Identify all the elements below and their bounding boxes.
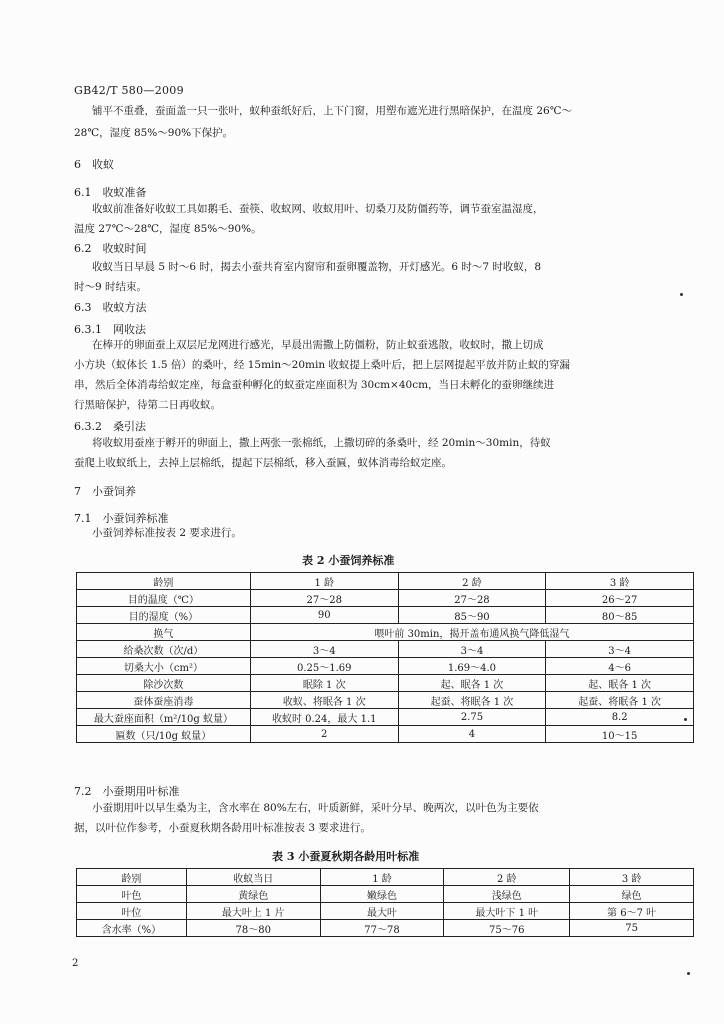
intro-line-2: 28℃，湿度 85%～90%下保护。 (74, 127, 234, 139)
table-cell-span: 喂叶前 30min，揭开盖布通风换气降低湿气 (250, 624, 693, 641)
table-row (77, 658, 694, 675)
table-cell: 27～28 (398, 590, 546, 607)
table-row (77, 726, 694, 743)
row-label: 除沙次数 (77, 675, 251, 692)
section-7-2-heading: 7.2 小蚕期用叶标准 (74, 785, 180, 798)
table-3 (76, 868, 694, 937)
table-cell: 2 龄 (444, 869, 570, 886)
table-3-header-row (77, 869, 694, 886)
table-cell: 最大叶下 1 叶 (444, 903, 570, 920)
s6-3-1-line-2: 小方块（蚁体长 1.5 倍）的桑叶，经 15min～20min 收蚁提上桑叶后，把上层网提起平放并防止蚁的穿漏 (74, 359, 570, 371)
table-cell: 绿色 (570, 886, 694, 903)
intro-line-1: 铺平不重叠，蚕面盖一只一张叶，蚁种蚕纸好后，上下门窗，用塑布遮光进行黑暗保护，在温度 26℃～ (92, 105, 572, 117)
table-cell: 1 龄 (320, 869, 444, 886)
table-cell: 3 龄 (570, 869, 694, 886)
table-cell: 27～28 (250, 590, 398, 607)
section-6-3-1-heading: 6.3.1 网收法 (74, 323, 146, 336)
s6-2-line-2: 时～9 时结束。 (74, 281, 148, 293)
row-label: 蚕体蚕座消毒 (77, 692, 251, 709)
table-cell: 4～6 (546, 658, 694, 675)
s7-2-line-2: 据，以叶位作参考，小蚕夏秋期各龄用叶标准按表 3 要求进行。 (74, 822, 371, 834)
table-cell: 第 6～7 叶 (570, 903, 694, 920)
s6-1-line-1: 收蚁前准备好收蚁工具如鹅毛、蚕筷、收蚁网、收蚁用叶、切桑刀及防僵药等，调节蚕室温湿度， (92, 203, 544, 215)
table-cell: 嫩绿色 (320, 886, 444, 903)
table-row (77, 692, 694, 709)
scan-speck (684, 718, 687, 721)
table-cell: 0.25～1.69 (250, 658, 398, 675)
scan-speck (687, 972, 690, 975)
table-cell: 75～76 (444, 920, 570, 937)
table-row (77, 675, 694, 692)
s6-3-1-line-4: 行黑暗保护，待第二日再收蚁。 (74, 399, 221, 411)
s6-3-1-line-1: 在棒开的卵面蚕上双层尼龙网进行感光，早晨出需撒上防僵粉，防止蚁蚕逃散，收蚁时，撒上切成 (92, 339, 544, 351)
s6-3-2-line-2: 蚕爬上收蚁纸上，去掉上层棉纸，提起下层棉纸，移入蚕匾，蚁体消毒给蚁定座。 (74, 457, 452, 469)
s6-3-2-line-1: 将收蚁用蚕座于孵开的卵面上，撒上两张一张棉纸，上撒切碎的条桑叶，经 20min～30min，待蚁 (92, 437, 551, 449)
section-6-3-heading: 6.3 收蚁方法 (74, 301, 147, 314)
table-cell: 4 (398, 726, 546, 743)
table-cell: 起蚕、将眠各 1 次 (546, 692, 694, 709)
table-cell: 龄别 (77, 869, 187, 886)
table-cell: 10～15 (546, 726, 694, 743)
table-row (77, 607, 694, 624)
row-label: 目的温度（℃） (77, 590, 251, 607)
table-cell: 起蚕、将眠各 1 次 (398, 692, 546, 709)
row-label: 给桑次数（次/d） (77, 641, 251, 658)
section-6-1-heading: 6.1 收蚁准备 (74, 186, 147, 199)
table-cell: 3～4 (250, 641, 398, 658)
table-cell: 龄别 (77, 573, 251, 590)
section-7-1-heading: 7.1 小蚕饲养标准 (74, 512, 169, 525)
table-cell: 3～4 (398, 641, 546, 658)
s7-1-line: 小蚕饲养标准按表 2 要求进行。 (92, 527, 242, 539)
table-cell: 3 龄 (546, 573, 694, 590)
row-label: 目的湿度（%） (77, 607, 251, 624)
table-cell: 77～78 (320, 920, 444, 937)
row-label: 切桑大小（cm²） (77, 658, 251, 675)
table-cell: 2 (250, 726, 398, 743)
standard-code-header: GB42/T 580—2009 (74, 84, 184, 97)
row-label: 换气 (77, 624, 251, 641)
table-cell: 起、眠各 1 次 (398, 675, 546, 692)
section-6-3-2-heading: 6.3.2 桑引法 (74, 420, 146, 433)
table-cell: 浅绿色 (444, 886, 570, 903)
table-cell: 1 龄 (250, 573, 398, 590)
table-row (77, 709, 694, 726)
table-cell: 8.2 (546, 709, 694, 726)
table-row (77, 920, 694, 937)
table-cell: 90 (250, 607, 398, 624)
row-label: 叶位 (77, 903, 187, 920)
row-label: 最大蚕座面积（m²/10g 蚁量） (77, 709, 251, 726)
s6-1-line-2: 温度 27℃～28℃，湿度 85%～90%。 (74, 223, 262, 235)
table-cell: 1.69～4.0 (398, 658, 546, 675)
table-row (77, 590, 694, 607)
table-cell: 最大叶上 1 片 (186, 903, 320, 920)
row-label: 匾数（只/10g 蚁量） (77, 726, 251, 743)
table-row (77, 886, 694, 903)
section-7-heading: 7 小蚕饲养 (74, 485, 136, 498)
table-row (77, 641, 694, 658)
table-row (77, 903, 694, 920)
table-cell: 收蚁时 0.24，最大 1.1 (250, 709, 398, 726)
table-cell: 眠除 1 次 (250, 675, 398, 692)
s7-2-line-1: 小蚕期用叶以早生桑为主，含水率在 80%左右，叶质新鲜，采叶分早、晚两次，以叶色为主要依 (92, 802, 539, 814)
s6-3-1-line-3: 串，然后全体消毒给蚁定座，每盒蚕种孵化的蚁蚕定座面积为 30cm×40cm，当日未孵化的蚕卵继续进 (74, 379, 555, 391)
table-cell: 78～80 (186, 920, 320, 937)
table-cell: 2 龄 (398, 573, 546, 590)
table-cell: 3～4 (546, 641, 694, 658)
table-cell: 2.75 (398, 709, 546, 726)
row-label: 含水率（%） (77, 920, 187, 937)
table-cell: 收蚁、将眠各 1 次 (250, 692, 398, 709)
table-cell: 26～27 (546, 590, 694, 607)
table-cell: 起、眠各 1 次 (546, 675, 694, 692)
section-6-heading: 6 收蚁 (74, 158, 114, 171)
table-cell: 80～85 (546, 607, 694, 624)
table-2 (76, 572, 694, 743)
table-cell: 黄绿色 (186, 886, 320, 903)
table-2-header-row (77, 573, 694, 590)
table-cell: 85～90 (398, 607, 546, 624)
table-cell: 最大叶 (320, 903, 444, 920)
s6-2-line-1: 收蚁当日早晨 5 时～6 时，揭去小蚕共育室内窗帘和蚕卵覆盖物，开灯感光。6 时～7 时收蚁，8 (92, 261, 542, 273)
table-2-caption: 表 2 小蚕饲养标准 (302, 554, 395, 567)
row-label: 叶色 (77, 886, 187, 903)
scan-speck (680, 293, 683, 296)
table-row (77, 624, 694, 641)
page-number: 2 (72, 958, 79, 969)
section-6-2-heading: 6.2 收蚁时间 (74, 242, 147, 255)
table-cell: 收蚁当日 (186, 869, 320, 886)
table-3-caption: 表 3 小蚕夏秋期各龄用叶标准 (272, 850, 420, 863)
table-cell: 75 (570, 920, 694, 937)
